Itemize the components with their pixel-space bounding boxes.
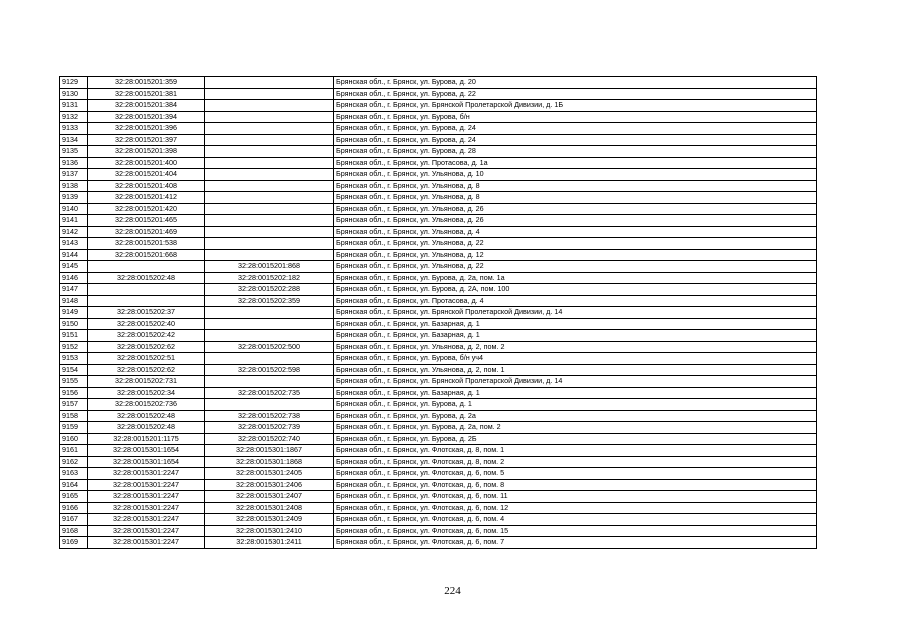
- cadastral-number-cell: 32:28:0015201:420: [88, 203, 205, 215]
- address-cell: Брянская обл., г. Брянск, ул. Бурова, д. 24: [334, 123, 817, 135]
- table-row: [60, 387, 817, 399]
- address-cell: Брянская обл., г. Брянск, ул. Ульянова, д. 8: [334, 192, 817, 204]
- row-number-cell: 9166: [60, 502, 88, 514]
- row-number-cell: 9141: [60, 215, 88, 227]
- object-cadastral-number-cell: 32:28:0015202:598: [205, 364, 334, 376]
- address-cell: Брянская обл., г. Брянск, ул. Флотская, д. 6, пом. 8: [334, 479, 817, 491]
- cadastral-number-cell: 32:28:0015301:1654: [88, 456, 205, 468]
- table-row: [60, 468, 817, 480]
- address-cell: Брянская обл., г. Брянск, ул. Бурова, д. 1: [334, 399, 817, 411]
- cadastral-number-cell: 32:28:0015201:404: [88, 169, 205, 181]
- address-cell: Брянская обл., г. Брянск, ул. Брянской Пролетарской Дивизии, д. 14: [334, 376, 817, 388]
- table-row: [60, 525, 817, 537]
- table-row: [60, 318, 817, 330]
- cadastral-number-cell: 32:28:0015202:42: [88, 330, 205, 342]
- object-cadastral-number-cell: [205, 376, 334, 388]
- object-cadastral-number-cell: [205, 100, 334, 112]
- object-cadastral-number-cell: 32:28:0015202:182: [205, 272, 334, 284]
- table-row: [60, 341, 817, 353]
- address-cell: Брянская обл., г. Брянск, ул. Флотская, д. 6, пом. 11: [334, 491, 817, 503]
- table-row: [60, 226, 817, 238]
- cadastral-number-cell: 32:28:0015201:408: [88, 180, 205, 192]
- address-cell: Брянская обл., г. Брянск, ул. Бурова, д. 28: [334, 146, 817, 158]
- address-cell: Брянская обл., г. Брянск, ул. Ульянова, д. 10: [334, 169, 817, 181]
- table-row: [60, 399, 817, 411]
- cadastral-number-cell: 32:28:0015201:668: [88, 249, 205, 261]
- object-cadastral-number-cell: [205, 307, 334, 319]
- row-number-cell: 9137: [60, 169, 88, 181]
- table-row: [60, 330, 817, 342]
- row-number-cell: 9138: [60, 180, 88, 192]
- cadastral-number-cell: 32:28:0015301:2247: [88, 468, 205, 480]
- cadastral-number-cell: 32:28:0015202:34: [88, 387, 205, 399]
- row-number-cell: 9146: [60, 272, 88, 284]
- table-row: [60, 111, 817, 123]
- address-cell: Брянская обл., г. Брянск, ул. Ульянова, д. 12: [334, 249, 817, 261]
- cadastral-number-cell: 32:28:0015201:396: [88, 123, 205, 135]
- row-number-cell: 9160: [60, 433, 88, 445]
- cadastral-number-cell: 32:28:0015202:51: [88, 353, 205, 365]
- address-cell: Брянская обл., г. Брянск, ул. Ульянова, д. 2, пом. 2: [334, 341, 817, 353]
- table-row: [60, 491, 817, 503]
- table-row: [60, 364, 817, 376]
- object-cadastral-number-cell: 32:28:0015301:1868: [205, 456, 334, 468]
- address-cell: Брянская обл., г. Брянск, ул. Бурова, д. 20: [334, 77, 817, 89]
- table-row: [60, 88, 817, 100]
- row-number-cell: 9145: [60, 261, 88, 273]
- cadastral-number-cell: 32:28:0015202:48: [88, 272, 205, 284]
- row-number-cell: 9167: [60, 514, 88, 526]
- object-cadastral-number-cell: [205, 249, 334, 261]
- row-number-cell: 9134: [60, 134, 88, 146]
- address-cell: Брянская обл., г. Брянск, ул. Бурова, д. 2а: [334, 410, 817, 422]
- object-cadastral-number-cell: [205, 215, 334, 227]
- cadastral-number-cell: 32:28:0015201:1175: [88, 433, 205, 445]
- row-number-cell: 9163: [60, 468, 88, 480]
- cadastral-number-cell: 32:28:0015201:384: [88, 100, 205, 112]
- cadastral-number-cell: 32:28:0015201:381: [88, 88, 205, 100]
- row-number-cell: 9136: [60, 157, 88, 169]
- object-cadastral-number-cell: [205, 399, 334, 411]
- address-cell: Брянская обл., г. Брянск, ул. Бурова, б/н уч4: [334, 353, 817, 365]
- object-cadastral-number-cell: 32:28:0015301:2407: [205, 491, 334, 503]
- cadastral-number-cell: 32:28:0015201:538: [88, 238, 205, 250]
- object-cadastral-number-cell: [205, 203, 334, 215]
- address-cell: Брянская обл., г. Брянск, ул. Бурова, д. 2а, пом. 1а: [334, 272, 817, 284]
- object-cadastral-number-cell: 32:28:0015301:2410: [205, 525, 334, 537]
- table-row: [60, 169, 817, 181]
- table-row: [60, 502, 817, 514]
- object-cadastral-number-cell: [205, 88, 334, 100]
- row-number-cell: 9154: [60, 364, 88, 376]
- table-row: [60, 353, 817, 365]
- address-cell: Брянская обл., г. Брянск, ул. Ульянова, д. 26: [334, 215, 817, 227]
- row-number-cell: 9147: [60, 284, 88, 296]
- address-cell: Брянская обл., г. Брянск, ул. Флотская, д. 6, пом. 15: [334, 525, 817, 537]
- address-cell: Брянская обл., г. Брянск, ул. Ульянова, д. 8: [334, 180, 817, 192]
- address-cell: Брянская обл., г. Брянск, ул. Базарная, д. 1: [334, 387, 817, 399]
- row-number-cell: 9169: [60, 537, 88, 549]
- registry-table: [59, 76, 817, 549]
- table-row: [60, 537, 817, 549]
- object-cadastral-number-cell: 32:28:0015202:288: [205, 284, 334, 296]
- object-cadastral-number-cell: [205, 169, 334, 181]
- row-number-cell: 9165: [60, 491, 88, 503]
- object-cadastral-number-cell: 32:28:0015202:359: [205, 295, 334, 307]
- cadastral-number-cell: 32:28:0015202:62: [88, 364, 205, 376]
- address-cell: Брянская обл., г. Брянск, ул. Флотская, д. 8, пом. 2: [334, 456, 817, 468]
- cadastral-number-cell: 32:28:0015301:2247: [88, 525, 205, 537]
- object-cadastral-number-cell: 32:28:0015201:868: [205, 261, 334, 273]
- registry-table-body: [60, 77, 817, 549]
- row-number-cell: 9156: [60, 387, 88, 399]
- address-cell: Брянская обл., г. Брянск, ул. Ульянова, д. 22: [334, 261, 817, 273]
- row-number-cell: 9140: [60, 203, 88, 215]
- table-row: [60, 433, 817, 445]
- cadastral-number-cell: 32:28:0015202:736: [88, 399, 205, 411]
- table-row: [60, 192, 817, 204]
- table-row: [60, 261, 817, 273]
- row-number-cell: 9153: [60, 353, 88, 365]
- address-cell: Брянская обл., г. Брянск, ул. Бурова, д. 2Б: [334, 433, 817, 445]
- table-row: [60, 180, 817, 192]
- cadastral-number-cell: 32:28:0015201:412: [88, 192, 205, 204]
- address-cell: Брянская обл., г. Брянск, ул. Брянской Пролетарской Дивизии, д. 14: [334, 307, 817, 319]
- cadastral-number-cell: 32:28:0015301:2247: [88, 491, 205, 503]
- object-cadastral-number-cell: [205, 192, 334, 204]
- row-number-cell: 9130: [60, 88, 88, 100]
- object-cadastral-number-cell: [205, 134, 334, 146]
- table-row: [60, 249, 817, 261]
- table-row: [60, 456, 817, 468]
- table-row: [60, 100, 817, 112]
- address-cell: Брянская обл., г. Брянск, ул. Протасова, д. 1а: [334, 157, 817, 169]
- table-row: [60, 272, 817, 284]
- row-number-cell: 9157: [60, 399, 88, 411]
- table-row: [60, 514, 817, 526]
- object-cadastral-number-cell: 32:28:0015202:500: [205, 341, 334, 353]
- table-row: [60, 422, 817, 434]
- table-row: [60, 479, 817, 491]
- table-row: [60, 284, 817, 296]
- cadastral-number-cell: [88, 284, 205, 296]
- table-row: [60, 146, 817, 158]
- cadastral-number-cell: 32:28:0015301:2247: [88, 537, 205, 549]
- cadastral-number-cell: 32:28:0015201:359: [88, 77, 205, 89]
- cadastral-number-cell: 32:28:0015202:48: [88, 410, 205, 422]
- table-row: [60, 410, 817, 422]
- row-number-cell: 9162: [60, 456, 88, 468]
- table-row: [60, 376, 817, 388]
- row-number-cell: 9131: [60, 100, 88, 112]
- cadastral-number-cell: 32:28:0015301:2247: [88, 502, 205, 514]
- address-cell: Брянская обл., г. Брянск, ул. Брянской Пролетарской Дивизии, д. 1Б: [334, 100, 817, 112]
- row-number-cell: 9148: [60, 295, 88, 307]
- cadastral-number-cell: 32:28:0015301:2247: [88, 514, 205, 526]
- object-cadastral-number-cell: [205, 180, 334, 192]
- object-cadastral-number-cell: [205, 77, 334, 89]
- row-number-cell: 9149: [60, 307, 88, 319]
- object-cadastral-number-cell: 32:28:0015202:740: [205, 433, 334, 445]
- cadastral-number-cell: 32:28:0015202:40: [88, 318, 205, 330]
- object-cadastral-number-cell: 32:28:0015301:2409: [205, 514, 334, 526]
- cadastral-number-cell: 32:28:0015202:731: [88, 376, 205, 388]
- table-row: [60, 157, 817, 169]
- cadastral-number-cell: 32:28:0015301:2247: [88, 479, 205, 491]
- address-cell: Брянская обл., г. Брянск, ул. Бурова, д. 24: [334, 134, 817, 146]
- address-cell: Брянская обл., г. Брянск, ул. Базарная, д. 1: [334, 330, 817, 342]
- address-cell: Брянская обл., г. Брянск, ул. Флотская, д. 6, пом. 7: [334, 537, 817, 549]
- row-number-cell: 9155: [60, 376, 88, 388]
- address-cell: Брянская обл., г. Брянск, ул. Флотская, д. 6, пом. 12: [334, 502, 817, 514]
- cadastral-number-cell: [88, 261, 205, 273]
- table-row: [60, 445, 817, 457]
- row-number-cell: 9129: [60, 77, 88, 89]
- cadastral-number-cell: 32:28:0015201:397: [88, 134, 205, 146]
- row-number-cell: 9164: [60, 479, 88, 491]
- object-cadastral-number-cell: 32:28:0015301:2405: [205, 468, 334, 480]
- address-cell: Брянская обл., г. Брянск, ул. Ульянова, д. 2, пом. 1: [334, 364, 817, 376]
- table-row: [60, 295, 817, 307]
- address-cell: Брянская обл., г. Брянск, ул. Базарная, д. 1: [334, 318, 817, 330]
- table-row: [60, 238, 817, 250]
- page-number: 224: [444, 585, 461, 597]
- address-cell: Брянская обл., г. Брянск, ул. Флотская, д. 6, пом. 4: [334, 514, 817, 526]
- cadastral-number-cell: 32:28:0015202:62: [88, 341, 205, 353]
- object-cadastral-number-cell: [205, 353, 334, 365]
- row-number-cell: 9132: [60, 111, 88, 123]
- address-cell: Брянская обл., г. Брянск, ул. Флотская, д. 8, пом. 1: [334, 445, 817, 457]
- object-cadastral-number-cell: 32:28:0015301:2406: [205, 479, 334, 491]
- cadastral-number-cell: 32:28:0015202:48: [88, 422, 205, 434]
- cadastral-number-cell: 32:28:0015201:400: [88, 157, 205, 169]
- object-cadastral-number-cell: [205, 330, 334, 342]
- object-cadastral-number-cell: 32:28:0015202:738: [205, 410, 334, 422]
- cadastral-number-cell: 32:28:0015202:37: [88, 307, 205, 319]
- row-number-cell: 9150: [60, 318, 88, 330]
- object-cadastral-number-cell: 32:28:0015301:1867: [205, 445, 334, 457]
- cadastral-number-cell: 32:28:0015201:398: [88, 146, 205, 158]
- table-row: [60, 307, 817, 319]
- row-number-cell: 9151: [60, 330, 88, 342]
- object-cadastral-number-cell: 32:28:0015202:739: [205, 422, 334, 434]
- table-row: [60, 77, 817, 89]
- address-cell: Брянская обл., г. Брянск, ул. Бурова, д. 22: [334, 88, 817, 100]
- row-number-cell: 9144: [60, 249, 88, 261]
- row-number-cell: 9158: [60, 410, 88, 422]
- address-cell: Брянская обл., г. Брянск, ул. Бурова, б/н: [334, 111, 817, 123]
- row-number-cell: 9168: [60, 525, 88, 537]
- address-cell: Брянская обл., г. Брянск, ул. Бурова, д. 2а, пом. 2: [334, 422, 817, 434]
- object-cadastral-number-cell: [205, 111, 334, 123]
- cadastral-number-cell: 32:28:0015301:1654: [88, 445, 205, 457]
- object-cadastral-number-cell: [205, 157, 334, 169]
- row-number-cell: 9133: [60, 123, 88, 135]
- table-row: [60, 215, 817, 227]
- object-cadastral-number-cell: [205, 123, 334, 135]
- object-cadastral-number-cell: 32:28:0015202:735: [205, 387, 334, 399]
- cadastral-number-cell: 32:28:0015201:465: [88, 215, 205, 227]
- object-cadastral-number-cell: [205, 226, 334, 238]
- table-row: [60, 134, 817, 146]
- object-cadastral-number-cell: [205, 146, 334, 158]
- row-number-cell: 9139: [60, 192, 88, 204]
- row-number-cell: 9135: [60, 146, 88, 158]
- address-cell: Брянская обл., г. Брянск, ул. Бурова, д. 2А, пом. 100: [334, 284, 817, 296]
- row-number-cell: 9152: [60, 341, 88, 353]
- table-row: [60, 203, 817, 215]
- address-cell: Брянская обл., г. Брянск, ул. Ульянова, д. 22: [334, 238, 817, 250]
- address-cell: Брянская обл., г. Брянск, ул. Протасова, д. 4: [334, 295, 817, 307]
- address-cell: Брянская обл., г. Брянск, ул. Флотская, д. 6, пом. 5: [334, 468, 817, 480]
- cadastral-number-cell: 32:28:0015201:469: [88, 226, 205, 238]
- object-cadastral-number-cell: 32:28:0015301:2408: [205, 502, 334, 514]
- row-number-cell: 9159: [60, 422, 88, 434]
- object-cadastral-number-cell: [205, 238, 334, 250]
- object-cadastral-number-cell: 32:28:0015301:2411: [205, 537, 334, 549]
- row-number-cell: 9161: [60, 445, 88, 457]
- table-row: [60, 123, 817, 135]
- cadastral-number-cell: 32:28:0015201:394: [88, 111, 205, 123]
- row-number-cell: 9143: [60, 238, 88, 250]
- object-cadastral-number-cell: [205, 318, 334, 330]
- row-number-cell: 9142: [60, 226, 88, 238]
- cadastral-number-cell: [88, 295, 205, 307]
- address-cell: Брянская обл., г. Брянск, ул. Ульянова, д. 4: [334, 226, 817, 238]
- address-cell: Брянская обл., г. Брянск, ул. Ульянова, д. 26: [334, 203, 817, 215]
